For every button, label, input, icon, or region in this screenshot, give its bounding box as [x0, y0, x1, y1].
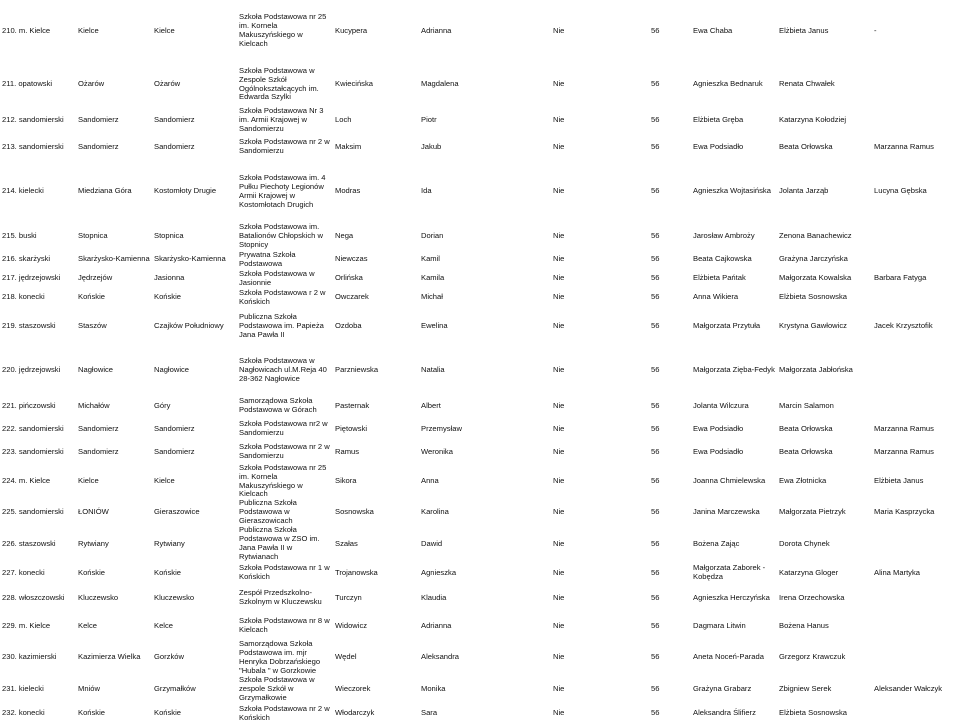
powiat-cell: Ożarów: [78, 79, 105, 89]
score-cell: 56: [651, 25, 660, 35]
powiat-cell: Końskie: [78, 567, 106, 577]
firstname-cell: Ida: [421, 186, 432, 196]
teacher1-cell: Joanna Chmielewska: [693, 476, 766, 486]
school-cell: Szkoła Podstawowa r 2 w Końskich: [239, 288, 326, 306]
surname-cell: Turczyn: [335, 592, 362, 602]
teacher1-cell: Agnieszka Bednaruk: [693, 79, 763, 89]
table-row: [0, 562, 960, 584]
surname-cell: Ramus: [335, 446, 360, 456]
score-cell: 56: [651, 708, 660, 718]
powiat-cell: Staszów: [78, 321, 107, 331]
powiat-cell: Mniów: [78, 683, 100, 693]
teacher3-cell: Maria Kasprzycka: [874, 507, 935, 517]
teacher3-cell: [872, 223, 960, 251]
teacher3-cell: [872, 526, 960, 562]
flag-cell: Nie: [553, 567, 565, 577]
flag-cell: Nie: [553, 231, 565, 241]
gmina-cell: Kluczewsko: [154, 592, 195, 602]
row-number-cell: 218. konecki: [2, 292, 45, 302]
firstname-cell: Adrianna: [421, 25, 452, 35]
surname-cell: Owczarek: [335, 292, 369, 302]
flag-cell: Nie: [553, 652, 565, 662]
powiat-cell: Jędrzejów: [78, 273, 113, 283]
table-row: [0, 62, 960, 107]
school-cell: Zespół Przedszkolno-Szkolnym w Kluczewsku: [239, 588, 322, 606]
teacher2-cell: Małgorzata Jabłońska: [779, 365, 853, 375]
teacher2-cell: Katarzyna Gloger: [779, 567, 839, 577]
score-cell: 56: [651, 400, 660, 410]
teacher2-cell: Małgorzata Kowalska: [779, 273, 852, 283]
table-row: [0, 612, 960, 640]
powiat-cell: Skarżysko-Kamienna: [78, 254, 150, 264]
teacher3-cell: [872, 251, 960, 269]
row-number-cell: 211. opatowski: [2, 79, 53, 89]
teacher2-cell: Bożena Hanus: [779, 620, 829, 630]
school-cell: Szkoła Podstawowa nr 25 im. Kornela Makuszyńskiego w Kielcach: [239, 463, 327, 499]
row-number-cell: 214. kielecki: [2, 186, 44, 196]
row-number-cell: 227. konecki: [2, 567, 45, 577]
powiat-cell: Końskie: [78, 292, 106, 302]
row-number-cell: 228. włoszczowski: [2, 592, 65, 602]
gmina-cell: Gieraszowice: [154, 507, 200, 517]
gmina-cell: Czajków Południowy: [154, 321, 224, 331]
gmina-cell: Końskie: [154, 708, 182, 718]
row-number-cell: 223. sandomierski: [2, 446, 64, 456]
teacher3-cell: Alina Martyka: [874, 567, 921, 577]
table-row: [0, 418, 960, 441]
teacher3-cell: -: [874, 25, 877, 35]
surname-cell: Modras: [335, 186, 361, 196]
surname-cell: Kwiecińska: [335, 79, 373, 89]
flag-cell: Nie: [553, 273, 565, 283]
table-row: [0, 107, 960, 134]
flag-cell: Nie: [553, 507, 565, 517]
score-cell: 56: [651, 321, 660, 331]
teacher2-cell: Marcin Salamon: [779, 400, 834, 410]
teacher1-cell: Małgorzata Zaborek - Kobędza: [693, 563, 766, 581]
teacher3-cell: Marzanna Ramus: [874, 423, 934, 433]
score-cell: 56: [651, 292, 660, 302]
school-cell: Samorządowa Szkoła Podstawowa w Górach: [239, 396, 317, 415]
score-cell: 56: [651, 592, 660, 602]
flag-cell: Nie: [553, 592, 565, 602]
teacher3-cell: [872, 289, 960, 307]
table-row: [0, 584, 960, 612]
teacher2-cell: Krystyna Gawłowicz: [779, 321, 847, 331]
table-row: [0, 251, 960, 269]
firstname-cell: Monika: [421, 683, 446, 693]
teacher1-cell: Jarosław Ambroży: [693, 231, 755, 241]
school-cell: Szkoła Podstawowa nr 2 w Sandomierzu: [239, 442, 330, 461]
flag-cell: Nie: [553, 114, 565, 124]
row-number-cell: 217. jędrzejowski: [2, 273, 61, 283]
powiat-cell: Kelce: [78, 620, 97, 630]
teacher1-cell: Elżbieta Gręba: [693, 114, 744, 124]
surname-cell: Kucypera: [335, 25, 368, 35]
surname-cell: Sosnowska: [335, 507, 374, 517]
teacher2-cell: Jolanta Jarząb: [779, 186, 829, 196]
gmina-cell: Skarżysko-Kamienna: [154, 254, 226, 264]
teacher1-cell: Grażyna Grabarz: [693, 683, 752, 693]
teacher1-cell: Janina Marczewska: [693, 507, 760, 517]
surname-cell: Szałas: [335, 538, 358, 548]
surname-cell: Ozdoba: [335, 321, 362, 331]
gmina-cell: Kielce: [154, 476, 175, 486]
gmina-cell: Nagłowice: [154, 365, 190, 375]
table-row: [0, 161, 960, 223]
firstname-cell: Sara: [421, 708, 438, 718]
firstname-cell: Przemysław: [421, 423, 462, 433]
table-row: [0, 499, 960, 526]
flag-cell: Nie: [553, 708, 565, 718]
school-cell: Prywatna Szkoła Podstawowa: [239, 250, 296, 268]
teacher2-cell: Elżbieta Sosnowska: [779, 708, 847, 718]
teacher2-cell: Małgorzata Pietrzyk: [779, 507, 846, 517]
powiat-cell: Kielce: [78, 476, 99, 486]
flag-cell: Nie: [553, 186, 565, 196]
firstname-cell: Magdalena: [421, 79, 459, 89]
teacher3-cell: [872, 640, 960, 676]
teacher1-cell: Agnieszka Herczyńska: [693, 592, 770, 602]
score-cell: 56: [651, 446, 660, 456]
row-number-cell: 215. buski: [2, 231, 37, 241]
powiat-cell: Sandomierz: [78, 114, 119, 124]
surname-cell: Niewczas: [335, 254, 368, 264]
powiat-cell: Sandomierz: [78, 141, 119, 151]
school-cell: Szkoła Podstawowa Nr 3 im. Armii Krajowej w Sandomierzu: [239, 107, 324, 133]
table-row: [0, 441, 960, 464]
teacher2-cell: Beata Orłowska: [779, 141, 833, 151]
flag-cell: Nie: [553, 446, 565, 456]
gmina-cell: Sandomierz: [154, 141, 195, 151]
teacher2-cell: Grażyna Jarczyńska: [779, 254, 848, 264]
score-cell: 56: [651, 476, 660, 486]
powiat-cell: Sandomierz: [78, 446, 119, 456]
teacher2-cell: Ewa Złotnicka: [779, 476, 827, 486]
firstname-cell: Karolina: [421, 507, 449, 517]
row-number-cell: 230. kazimierski: [2, 652, 57, 662]
table-row: [0, 395, 960, 418]
school-cell: Publiczna Szkoła Podstawowa w Gieraszowicach: [239, 499, 297, 526]
teacher2-cell: Katarzyna Kołodziej: [779, 114, 847, 124]
row-number-cell: 232. konecki: [2, 708, 45, 718]
teacher2-cell: Zenona Banachewicz: [779, 231, 852, 241]
firstname-cell: Jakub: [421, 141, 442, 151]
row-number-cell: 220. jędrzejowski: [2, 365, 61, 375]
teacher3-cell: [872, 612, 960, 640]
gmina-cell: Kelce: [154, 620, 173, 630]
row-number-cell: 212. sandomierski: [2, 114, 64, 124]
flag-cell: Nie: [553, 683, 565, 693]
flag-cell: Nie: [553, 79, 565, 89]
score-cell: 56: [651, 186, 660, 196]
flag-cell: Nie: [553, 476, 565, 486]
firstname-cell: Dawid: [421, 538, 443, 548]
surname-cell: Nega: [335, 231, 354, 241]
score-cell: 56: [651, 423, 660, 433]
teacher1-cell: Beata Cajkowska: [693, 254, 752, 264]
teacher2-cell: Elżbieta Sosnowska: [779, 292, 847, 302]
firstname-cell: Aleksandra: [421, 652, 459, 662]
row-number-cell: 226. staszowski: [2, 538, 56, 548]
school-cell: Samorządowa Szkoła Podstawowa im. mjr Henryka Dobrzańskiego "Hubala " w Gorzkowie: [239, 639, 321, 675]
teacher1-cell: Małgorzata Zięba-Fedyk: [693, 365, 775, 375]
row-number-cell: 229. m. Kielce: [2, 620, 51, 630]
flag-cell: Nie: [553, 423, 565, 433]
teacher1-cell: Aneta Noceń-Parada: [693, 652, 764, 662]
gmina-cell: Rytwiany: [154, 538, 185, 548]
score-cell: 56: [651, 538, 660, 548]
school-cell: Szkoła Podstawowa w Zespole Szkół Ogólnokształcących im. Edwarda Szylki: [239, 65, 319, 102]
teacher1-cell: Anna Wikiera: [693, 292, 739, 302]
powiat-cell: Sandomierz: [78, 423, 119, 433]
teacher3-cell: Marzanna Ramus: [874, 141, 934, 151]
table-row: [0, 134, 960, 161]
gmina-cell: Kielce: [154, 25, 175, 35]
firstname-cell: Michał: [421, 292, 443, 302]
teacher2-cell: Renata Chwałek: [779, 79, 835, 89]
row-number-cell: 231. kielecki: [2, 683, 44, 693]
flag-cell: Nie: [553, 321, 565, 331]
surname-cell: Włodarczyk: [335, 708, 375, 718]
teacher3-cell: Barbara Fatyga: [874, 273, 927, 283]
score-cell: 56: [651, 231, 660, 241]
school-cell: Szkoła Podstawowa nr 1 w Końskich: [239, 563, 330, 581]
teacher2-cell: Beata Orłowska: [779, 446, 833, 456]
firstname-cell: Anna: [421, 476, 439, 486]
score-cell: 56: [651, 507, 660, 517]
powiat-cell: Nagłowice: [78, 365, 114, 375]
teacher1-cell: Bożena Zając: [693, 538, 740, 548]
school-cell: Szkoła Podstawowa im. 4 Pułku Piechoty Legionów Armii Krajowej w Kostomłotach Drugich: [239, 172, 326, 209]
surname-cell: Sikora: [335, 476, 357, 486]
gmina-cell: Góry: [154, 400, 171, 410]
flag-cell: Nie: [553, 25, 565, 35]
powiat-cell: Rytwiany: [78, 538, 109, 548]
table-row: [0, 223, 960, 251]
teacher1-cell: Agnieszka Wojtasińska: [693, 186, 771, 196]
table-row: [0, 676, 960, 703]
teacher1-cell: Ewa Podsiadło: [693, 141, 744, 151]
powiat-cell: Końskie: [78, 708, 106, 718]
school-cell: Szkoła Podstawowa nr2 w Sandomierzu: [239, 419, 328, 438]
school-cell: Publiczna Szkoła Podstawowa im. Papieża Jana Pawła II: [239, 312, 324, 340]
row-number-cell: 210. m. Kielce: [2, 25, 51, 35]
score-cell: 56: [651, 567, 660, 577]
teacher2-cell: Grzegorz Krawczuk: [779, 652, 846, 662]
table-row: [0, 269, 960, 289]
row-number-cell: 221. pińczowski: [2, 400, 56, 410]
row-number-cell: 225. sandomierski: [2, 507, 64, 517]
surname-cell: Pasternak: [335, 400, 370, 410]
score-cell: 56: [651, 114, 660, 124]
score-cell: 56: [651, 79, 660, 89]
firstname-cell: Piotr: [421, 114, 437, 124]
flag-cell: Nie: [553, 365, 565, 375]
powiat-cell: Miedziana Góra: [78, 186, 132, 196]
teacher3-cell: Elżbieta Janus: [874, 476, 924, 486]
surname-cell: Piętowski: [335, 423, 368, 433]
teacher2-cell: Irena Orzechowska: [779, 592, 845, 602]
teacher3-cell: Jacek Krzysztofik: [874, 321, 933, 331]
school-cell: Szkoła Podstawowa w Nagłowicach ul.M.Reja 40 28-362 Nagłowice: [239, 356, 327, 384]
surname-cell: Wędel: [335, 652, 357, 662]
gmina-cell: Gorzków: [154, 652, 184, 662]
surname-cell: Maksim: [335, 141, 362, 151]
row-number-cell: 213. sandomierski: [2, 141, 64, 151]
gmina-cell: Sandomierz: [154, 114, 195, 124]
gmina-cell: Końskie: [154, 292, 182, 302]
school-cell: Szkoła Podstawowa w zespole Szkół w Grzymałkowie: [239, 675, 315, 702]
school-cell: Szkoła Podstawowa nr 2 w Sandomierzu: [239, 137, 330, 156]
teacher3-cell: [872, 703, 960, 725]
table-row: [0, 464, 960, 500]
score-cell: 56: [651, 652, 660, 662]
score-cell: 56: [651, 683, 660, 693]
firstname-cell: Natalia: [421, 365, 445, 375]
powiat-cell: Kielce: [78, 25, 99, 35]
table-row: [0, 289, 960, 307]
school-cell: Szkoła Podstawowa nr 8 w Kielcach: [239, 616, 330, 634]
flag-cell: Nie: [553, 141, 565, 151]
teacher3-cell: [872, 395, 960, 418]
teacher1-cell: Ewa Podsiadło: [693, 446, 744, 456]
gmina-cell: Stopnica: [154, 231, 184, 241]
gmina-cell: Sandomierz: [154, 446, 195, 456]
table-row: [0, 526, 960, 562]
flag-cell: Nie: [553, 620, 565, 630]
row-number-cell: 216. skarżyski: [2, 254, 51, 264]
teacher1-cell: Elżbieta Pańtak: [693, 273, 746, 283]
row-number-cell: 219. staszowski: [2, 321, 56, 331]
table-row: [0, 347, 960, 395]
gmina-cell: Jasionna: [154, 273, 185, 283]
firstname-cell: Dorian: [421, 231, 444, 241]
powiat-cell: Kazimierza Wielka: [78, 652, 141, 662]
teacher2-cell: Zbigniew Serek: [779, 683, 832, 693]
school-cell: Szkoła Podstawowa w Jasionnie: [239, 268, 315, 287]
flag-cell: Nie: [553, 254, 565, 264]
score-cell: 56: [651, 620, 660, 630]
teacher1-cell: Ewa Chaba: [693, 25, 733, 35]
school-cell: Publiczna Szkoła Podstawowa w ZSO im. Jana Pawła II w Rytwianach: [239, 526, 320, 562]
gmina-cell: Końskie: [154, 567, 182, 577]
teacher3-cell: [872, 584, 960, 612]
school-cell: Szkoła Podstawowa nr 25 im. Kornela Makuszyńskiego w Kielcach: [239, 12, 327, 48]
table-row: [0, 307, 960, 347]
surname-cell: Loch: [335, 114, 352, 124]
gmina-cell: Ożarów: [154, 79, 181, 89]
surname-cell: Widowicz: [335, 620, 368, 630]
teacher1-cell: Dagmara Litwin: [693, 620, 746, 630]
score-cell: 56: [651, 254, 660, 264]
firstname-cell: Kamila: [421, 273, 445, 283]
teacher1-cell: Małgorzata Przytuła: [693, 321, 761, 331]
teacher2-cell: Beata Orłowska: [779, 423, 833, 433]
flag-cell: Nie: [553, 292, 565, 302]
table-row: [0, 703, 960, 725]
surname-cell: Wieczorek: [335, 683, 371, 693]
powiat-cell: ŁONIÓW: [78, 507, 109, 517]
gmina-cell: Grzymałków: [154, 683, 196, 693]
flag-cell: Nie: [553, 538, 565, 548]
teacher3-cell: [872, 107, 960, 134]
firstname-cell: Klaudia: [421, 592, 447, 602]
teacher3-cell: [872, 347, 960, 395]
firstname-cell: Weronika: [421, 446, 453, 456]
score-cell: 56: [651, 141, 660, 151]
firstname-cell: Kamil: [421, 254, 440, 264]
table-row: [0, 640, 960, 676]
powiat-cell: Stopnica: [78, 231, 108, 241]
school-cell: Szkoła Podstawowa nr 2 w Końskich: [239, 703, 330, 722]
teacher3-cell: Aleksander Wałczyk: [874, 683, 943, 693]
flag-cell: Nie: [553, 400, 565, 410]
school-cell: Szkoła Podstawowa im. Batalionów Chłopskich w Stopnicy: [239, 222, 323, 250]
row-number-cell: 224. m. Kielce: [2, 476, 51, 486]
teacher3-cell: Marzanna Ramus: [874, 446, 934, 456]
surname-cell: Orlińska: [335, 273, 363, 283]
firstname-cell: Albert: [421, 400, 441, 410]
teacher3-cell: [872, 62, 960, 107]
surname-cell: Trojanowska: [335, 567, 378, 577]
gmina-cell: Kostomłoty Drugie: [154, 186, 217, 196]
powiat-cell: Michałów: [78, 400, 110, 410]
gmina-cell: Sandomierz: [154, 423, 195, 433]
teacher1-cell: Ewa Podsiadło: [693, 423, 744, 433]
teacher2-cell: Elżbieta Janus: [779, 25, 829, 35]
teacher2-cell: Dorota Chynek: [779, 538, 830, 548]
surname-cell: Parzniewska: [335, 365, 379, 375]
row-number-cell: 222. sandomierski: [2, 423, 64, 433]
table-row: [0, 0, 960, 62]
score-cell: 56: [651, 273, 660, 283]
powiat-cell: Kluczewsko: [78, 592, 119, 602]
score-cell: 56: [651, 365, 660, 375]
firstname-cell: Agnieszka: [421, 567, 457, 577]
firstname-cell: Ewelina: [421, 321, 448, 331]
teacher3-cell: Lucyna Gębska: [874, 186, 927, 196]
teacher1-cell: Jolanta Wilczura: [693, 400, 749, 410]
firstname-cell: Adrianna: [421, 620, 452, 630]
teacher1-cell: Aleksandra Ślifierz: [693, 708, 756, 718]
